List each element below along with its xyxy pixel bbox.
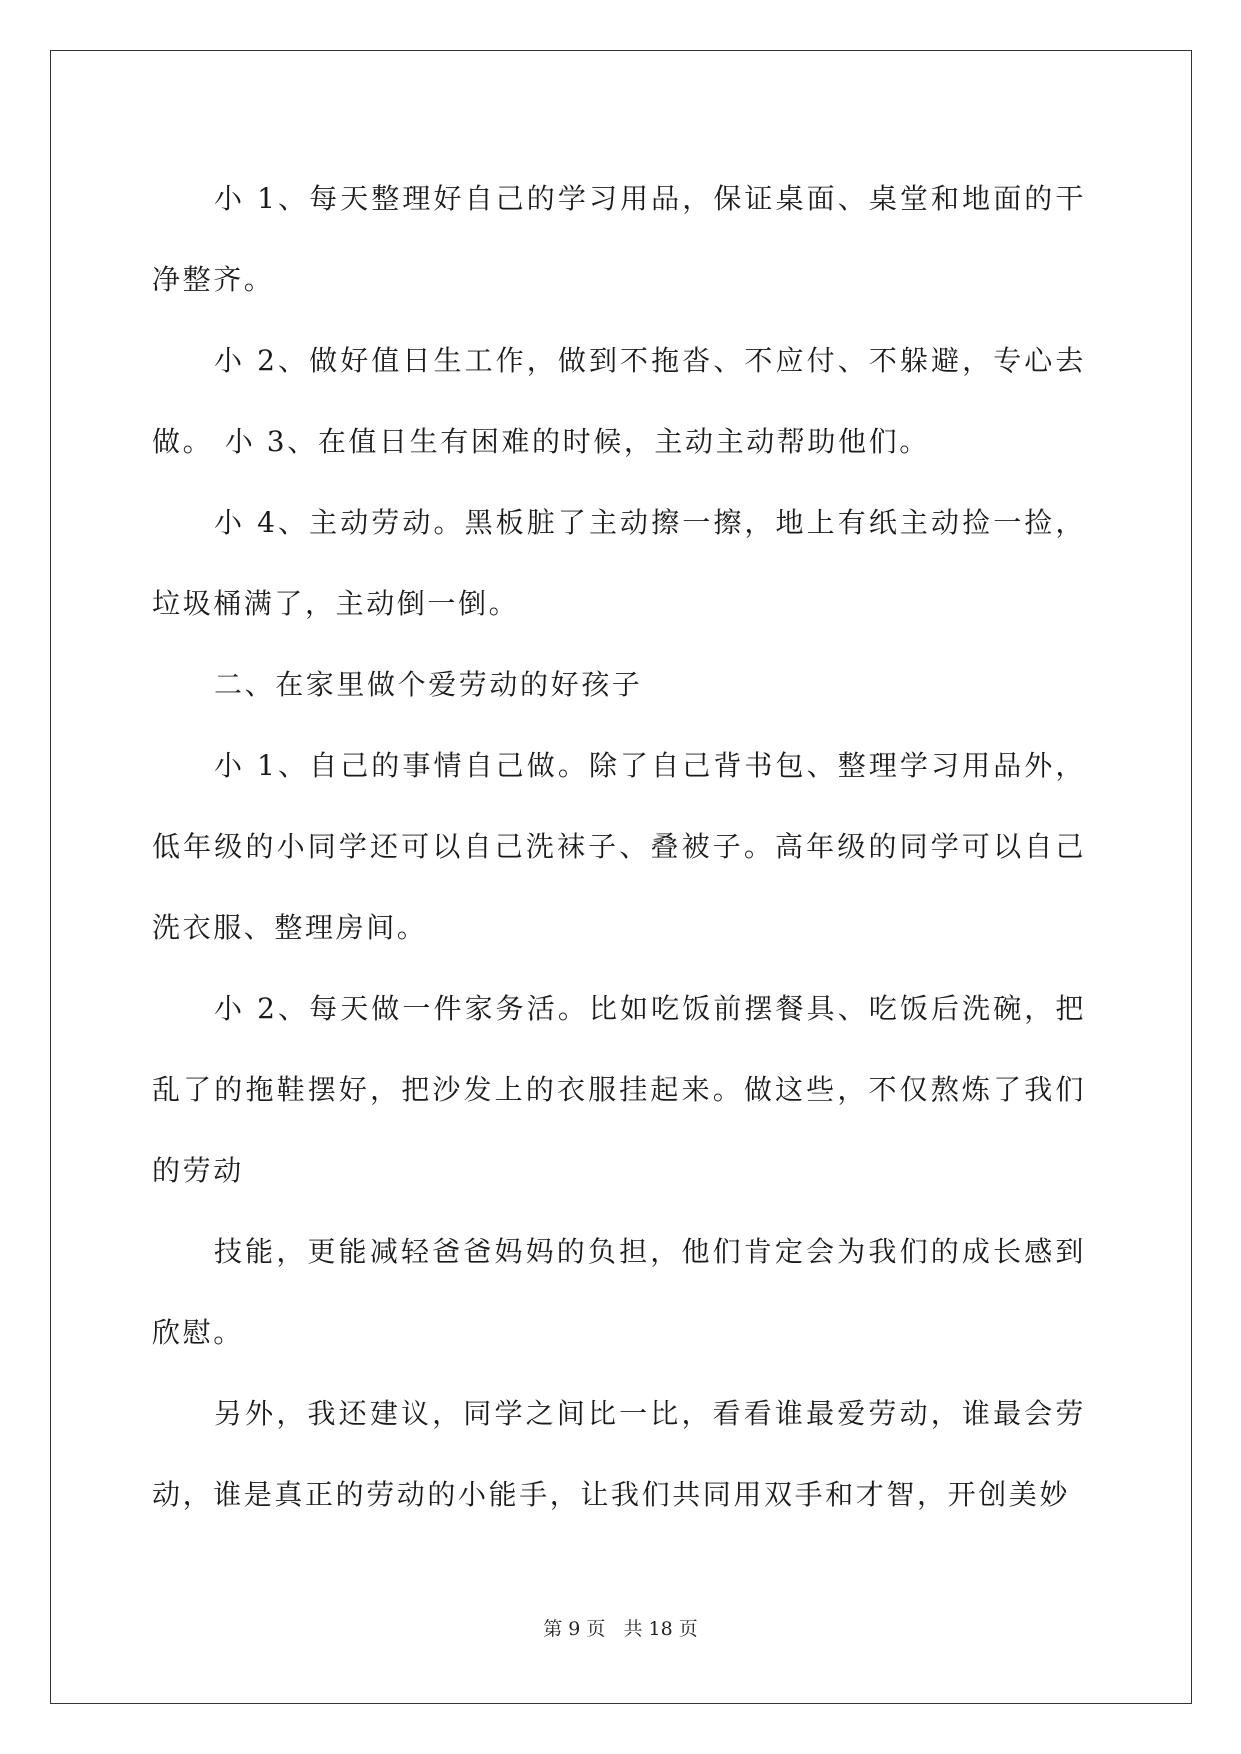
- page-number: 第 9 页: [543, 1618, 606, 1640]
- page-total: 共 18 页: [623, 1618, 698, 1640]
- paragraph: 小 2、做好值日生工作，做到不拖沓、不应付、不躲避，专心去做。 小 3、在值日生有困难的时候，主动主动帮助他们。: [152, 344, 1086, 458]
- paragraph: 另外，我还建议，同学之间比一比，看看谁最爱劳动，谁最会劳动，谁是真正的劳动的小能手，让我们共同用双手和才智，开创美妙: [152, 1397, 1086, 1511]
- paragraph: 小 2、每天做一件家务活。比如吃饭前摆餐具、吃饭后洗碗，把乱了的拖鞋摆好，把沙发上的衣服挂起来。做这些，不仅熬炼了我们的劳动: [152, 992, 1086, 1187]
- page-footer: [0, 1614, 1241, 1641]
- paragraph: 小 1、自己的事情自己做。除了自己背书包、整理学习用品外，低年级的小同学还可以自己洗袜子、叠被子。高年级的同学可以自己洗衣服、整理房间。: [152, 749, 1086, 944]
- paragraph: 技能，更能减轻爸爸妈妈的负担，他们肯定会为我们的成长感到欣慰。: [152, 1235, 1086, 1349]
- paragraph: 小 4、主动劳动。黑板脏了主动擦一擦，地上有纸主动捡一捡，垃圾桶满了，主动倒一倒。: [152, 506, 1086, 620]
- section-heading: 二、在家里做个爱劳动的好孩子: [214, 668, 643, 701]
- document-body: [152, 158, 1086, 1535]
- paragraph: 小 1、每天整理好自己的学习用品，保证桌面、桌堂和地面的干净整齐。: [152, 182, 1086, 296]
